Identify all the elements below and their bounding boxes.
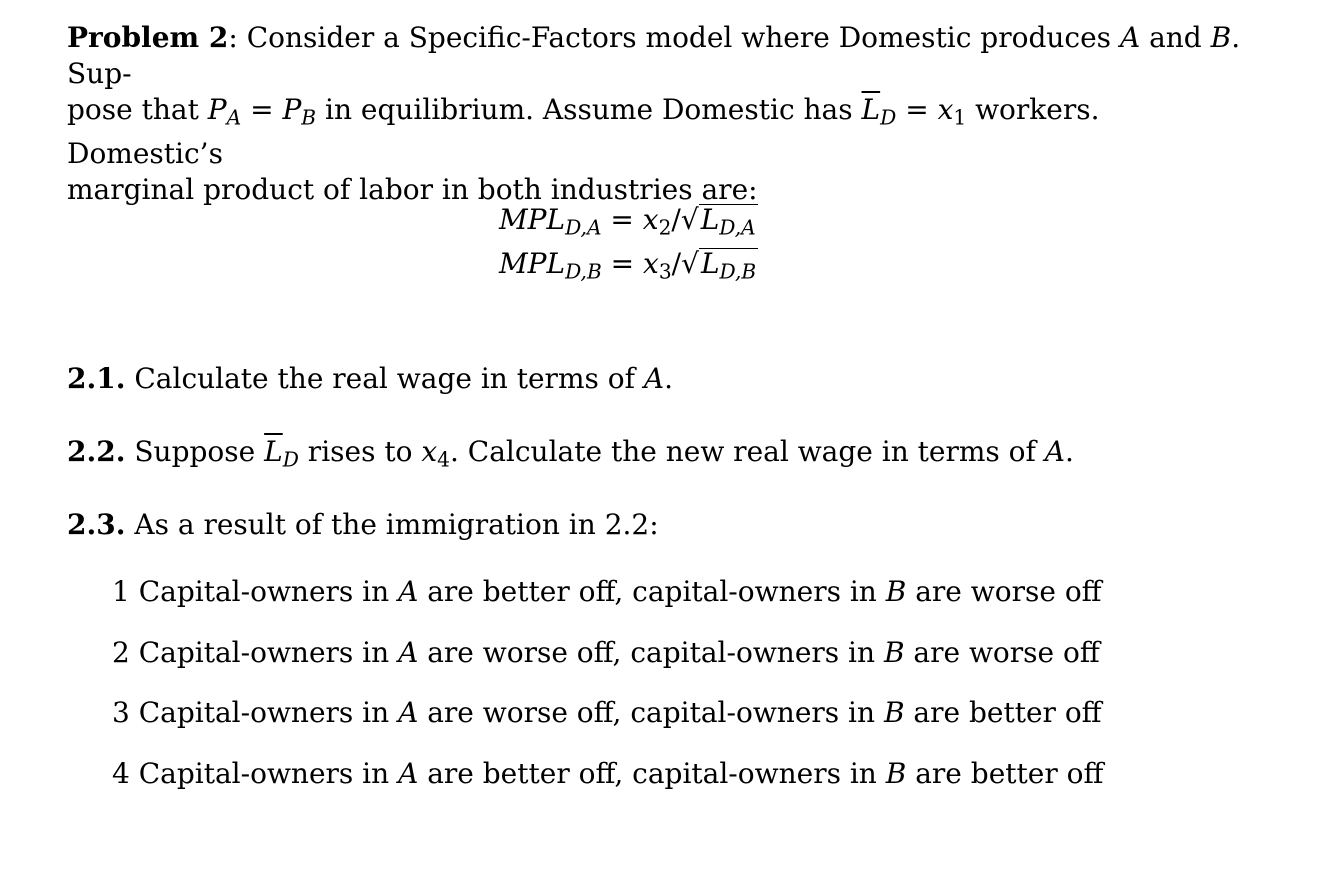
option-text: Capital-owners in bbox=[129, 696, 399, 729]
subscript: D bbox=[282, 447, 299, 472]
sqrt-icon: $√L_{D,B}$ bbox=[681, 242, 758, 287]
intro-text: . Sup- bbox=[67, 21, 1241, 90]
question-number: 2.1. bbox=[67, 362, 126, 395]
question-2-2 bbox=[67, 435, 1074, 472]
equation-mpl-b: $MPL_{D,B} = x_3/√L_{D,B}$ bbox=[499, 242, 758, 286]
option-text: are worse off, capital-owners in bbox=[418, 636, 884, 669]
intro-text: workers. Domestic’s bbox=[67, 93, 1100, 170]
subscript: 4 bbox=[437, 447, 450, 472]
question-text: As a result of the immigration in 2.2: bbox=[125, 508, 659, 541]
labor-endowment: $\overline{L}$ bbox=[861, 93, 881, 126]
punct: . bbox=[664, 362, 674, 395]
equation-mpl-a: $MPL_{D,A} = x_2/√L_{D,A}$ bbox=[499, 198, 758, 242]
question-number: 2.2. bbox=[67, 435, 126, 468]
option-text: are better off bbox=[904, 696, 1102, 729]
option-text: are worse off bbox=[906, 575, 1102, 608]
var-a: A bbox=[398, 757, 419, 790]
equals: = bbox=[896, 93, 938, 126]
var-a: A bbox=[1119, 21, 1141, 54]
question-text: Suppose bbox=[125, 435, 265, 468]
eq-coef-subscript: 3 bbox=[658, 259, 672, 284]
eq-lhs: MPL bbox=[499, 203, 566, 236]
var-b: B bbox=[883, 636, 905, 669]
var-a: A bbox=[398, 575, 419, 608]
var-a: A bbox=[398, 696, 419, 729]
intro-text: and bbox=[1140, 21, 1211, 54]
eq-lhs: MPL bbox=[499, 247, 566, 280]
question-text: Calculate the real wage in terms of bbox=[125, 362, 644, 395]
punct: . bbox=[1065, 435, 1074, 468]
option-3 bbox=[112, 696, 1102, 729]
subscript: A bbox=[226, 105, 242, 130]
question-2-1 bbox=[67, 362, 673, 395]
eq-rad-subscript: D,A bbox=[719, 215, 756, 240]
subscript: D bbox=[880, 105, 897, 130]
intro-text: pose that bbox=[67, 93, 208, 126]
option-number: 3 bbox=[112, 696, 130, 729]
problem-label: Problem 2 bbox=[67, 21, 229, 54]
option-text: Capital-owners in bbox=[129, 575, 399, 608]
option-text: Capital-owners in bbox=[129, 636, 399, 669]
var-b: B bbox=[885, 757, 907, 790]
option-2 bbox=[112, 636, 1100, 669]
subscript: B bbox=[301, 105, 317, 130]
question-number: 2.3. bbox=[67, 508, 126, 541]
option-4 bbox=[112, 757, 1103, 790]
var-a: A bbox=[398, 636, 419, 669]
intro-text: in equilibrium. Assume Domestic has bbox=[316, 93, 862, 126]
equals: = bbox=[241, 93, 283, 126]
var-b: B bbox=[885, 575, 907, 608]
option-number: 1 bbox=[112, 575, 130, 608]
option-text: are better off, capital-owners in bbox=[418, 757, 886, 790]
option-text: are better off bbox=[906, 757, 1104, 790]
price-b: P bbox=[282, 93, 302, 126]
question-text: rises to bbox=[298, 435, 422, 468]
option-text: are worse off, capital-owners in bbox=[418, 696, 884, 729]
eq-coef-subscript: 2 bbox=[658, 215, 672, 240]
eq-subscript: D,A bbox=[565, 215, 602, 240]
option-number: 4 bbox=[112, 757, 130, 790]
eq-rad-subscript: D,B bbox=[719, 259, 757, 284]
price-a: P bbox=[207, 93, 227, 126]
intro-text: : Consider a Specific-Factors model where Domestic produces bbox=[228, 21, 1120, 54]
subscript: 1 bbox=[953, 105, 967, 130]
problem-intro bbox=[67, 20, 1257, 208]
question-text: . Calculate the new real wage in terms of bbox=[450, 435, 1045, 468]
var-x: x bbox=[421, 435, 438, 468]
var-b: B bbox=[883, 696, 905, 729]
var-a: A bbox=[643, 362, 665, 395]
option-number: 2 bbox=[112, 636, 130, 669]
option-1 bbox=[112, 575, 1102, 608]
sqrt-icon: $√L_{D,A}$ bbox=[681, 198, 758, 243]
labor-endowment: $\overline{L}$ bbox=[264, 435, 283, 468]
intro-text: marginal product of labor in both industries are: bbox=[67, 172, 758, 206]
option-text: are better off, capital-owners in bbox=[418, 575, 886, 608]
question-2-3 bbox=[67, 508, 659, 541]
option-text: are worse off bbox=[904, 636, 1100, 669]
document-page bbox=[67, 20, 1257, 790]
var-b: B bbox=[1210, 21, 1232, 54]
eq-subscript: D,B bbox=[565, 259, 602, 284]
var-a: A bbox=[1044, 435, 1066, 468]
option-text: Capital-owners in bbox=[129, 757, 399, 790]
var-x: x bbox=[937, 93, 954, 126]
equation-block bbox=[499, 198, 758, 286]
